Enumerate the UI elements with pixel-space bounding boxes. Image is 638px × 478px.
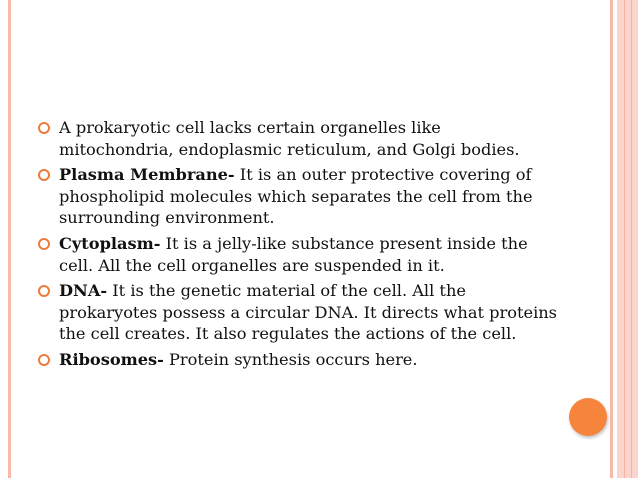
right-decorative-rule bbox=[610, 0, 613, 478]
bullet-text: It is the genetic material of the cell. All the prokaryotes possess a circular DNA. It directs what proteins the cell creates. It also regulates the actions of the cell. bbox=[59, 281, 557, 344]
bullet-term: Ribosomes- bbox=[59, 349, 164, 369]
bullet-circle-icon bbox=[38, 238, 50, 250]
bullet-text: A prokaryotic cell lacks certain organelles like mitochondria, endoplasmic reticulum, and Golgi bodies. bbox=[59, 118, 520, 159]
bullet-text: Protein synthesis occurs here. bbox=[163, 349, 418, 369]
bullet-term: Plasma Membrane- bbox=[59, 165, 235, 185]
decorative-orange-circle bbox=[569, 398, 607, 436]
bullet-item-cytoplasm bbox=[38, 233, 558, 276]
bullet-term: Cytoplasm- bbox=[59, 233, 161, 253]
band-stripe bbox=[631, 0, 632, 478]
right-decorative-band bbox=[617, 0, 638, 478]
bullet-term: DNA- bbox=[59, 281, 108, 301]
bullet-circle-icon bbox=[38, 122, 50, 134]
bullet-circle-icon bbox=[38, 169, 50, 181]
bullet-item-plasma-membrane bbox=[38, 164, 558, 229]
bullet-text: It is an outer protective covering of phospholipid molecules which separates the cell from the surrounding environment. bbox=[59, 165, 533, 228]
bullet-circle-icon bbox=[38, 354, 50, 366]
bullet-list bbox=[38, 117, 558, 375]
bullet-item-dna bbox=[38, 280, 558, 345]
bullet-item-prokaryotic-cell bbox=[38, 117, 558, 160]
bullet-circle-icon bbox=[38, 285, 50, 297]
left-decorative-rule bbox=[8, 0, 11, 478]
bullet-item-ribosomes bbox=[38, 349, 558, 371]
band-stripe bbox=[624, 0, 625, 478]
bullet-text: It is a jelly-like substance present inside the cell. All the cell organelles are suspended in it. bbox=[59, 233, 528, 275]
